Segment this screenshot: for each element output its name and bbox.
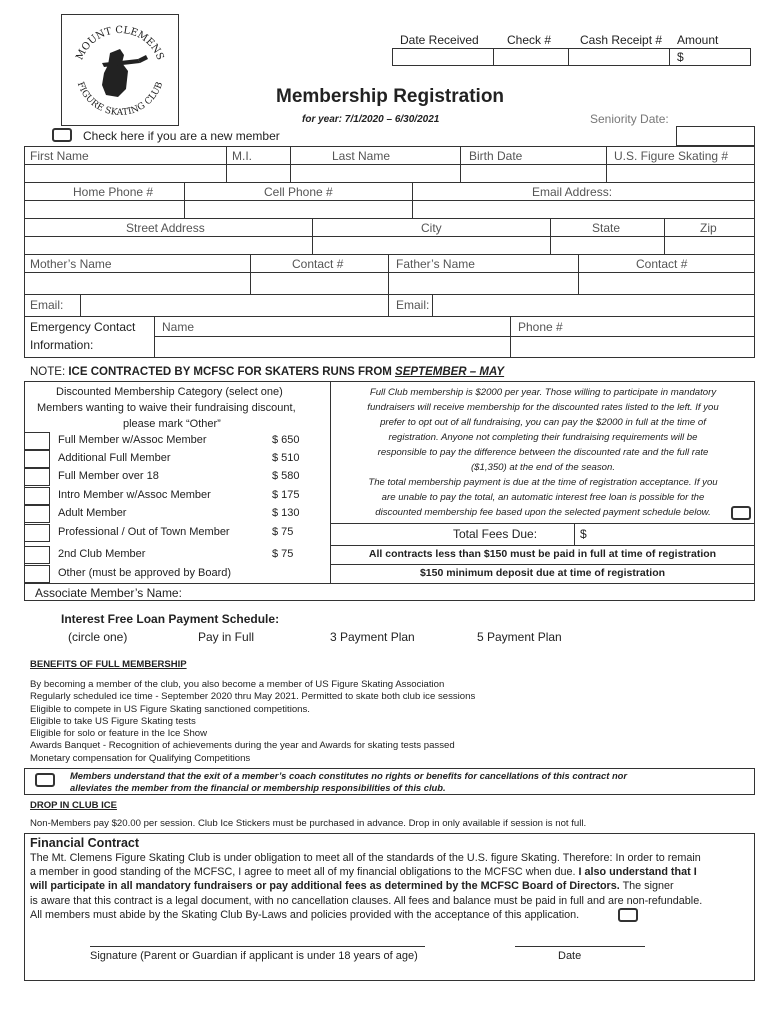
coach-line-2: alleviates the member from the financial or membership responsibilities of this club. bbox=[70, 782, 446, 793]
benefit-item: Monetary compensation for Qualifying Competitions bbox=[30, 752, 251, 764]
signature-line[interactable] bbox=[90, 946, 425, 947]
total-fees-label: Total Fees Due: bbox=[453, 527, 538, 541]
membership-option[interactable] bbox=[24, 524, 316, 542]
benefit-item: Awards Banquet - Recognition of achievements during the year and Awards for skating tests passed bbox=[30, 740, 455, 752]
option-checkbox[interactable] bbox=[24, 546, 50, 564]
date-label: Date bbox=[558, 950, 582, 962]
note-months: SEPTEMBER – MAY bbox=[395, 366, 505, 378]
mother-contact-label: Contact # bbox=[292, 257, 344, 271]
drop-in-title: DROP IN CLUB ICE bbox=[30, 800, 117, 811]
category-header-1: Discounted Membership Category (select one) bbox=[56, 386, 283, 398]
amount-field[interactable] bbox=[669, 48, 751, 66]
year-line: for year: 7/1/2020 – 6/30/2021 bbox=[302, 114, 440, 125]
zip-field[interactable] bbox=[665, 237, 754, 253]
benefits-title: BENEFITS OF FULL MEMBERSHIP bbox=[30, 659, 187, 670]
full-club-line: registration. Anyone not completing their fundraising requirements will be bbox=[388, 432, 698, 443]
option-name: Professional / Out of Town Member bbox=[58, 526, 230, 538]
cash-receipt-field[interactable] bbox=[568, 48, 670, 66]
cell-phone-label: Cell Phone # bbox=[264, 185, 333, 199]
option-price: $ 75 bbox=[272, 548, 294, 560]
fathers-name-label: Father’s Name bbox=[396, 257, 475, 271]
zip-label: Zip bbox=[700, 221, 717, 235]
mother-email-label: Email: bbox=[30, 298, 64, 312]
membership-option[interactable] bbox=[24, 546, 316, 564]
note-prefix: NOTE: bbox=[30, 366, 69, 378]
logo-text-top: MOUNT CLEMENS bbox=[74, 24, 166, 62]
deposit-notice: $150 minimum deposit due at time of registration bbox=[419, 567, 666, 579]
father-email-field[interactable] bbox=[433, 295, 754, 315]
home-phone-label: Home Phone # bbox=[73, 185, 154, 199]
city-label: City bbox=[421, 221, 442, 235]
father-contact-field[interactable] bbox=[579, 273, 754, 293]
option-price: $ 650 bbox=[272, 434, 300, 446]
first-name-field[interactable] bbox=[25, 165, 225, 181]
total-fees-dollar: $ bbox=[580, 527, 587, 541]
michigan-skate-logo bbox=[62, 15, 178, 125]
birth-date-label: Birth Date bbox=[469, 149, 523, 163]
full-club-line: fundraisers will receive membership for the discounted rates listed to the left. If you bbox=[367, 402, 719, 413]
drop-in-text: Non-Members pay $20.00 per session. Club Ice Stickers must be purchased in advance. Drop in only available if session is not full. bbox=[30, 818, 587, 829]
financial-line bbox=[30, 879, 752, 893]
fathers-name-field[interactable] bbox=[389, 273, 577, 293]
contracts-notice: All contracts less than $150 must be paid in full at time of registration bbox=[368, 548, 717, 560]
emergency-name-label: Name bbox=[162, 320, 195, 334]
mother-contact-field[interactable] bbox=[251, 273, 387, 293]
check-number-label: Check # bbox=[507, 33, 552, 47]
note-text: ICE CONTRACTED BY MCFSC FOR SKATERS RUNS FROM bbox=[68, 366, 396, 378]
option-name: Full Member over 18 bbox=[58, 470, 159, 482]
financial-text-c: will participate in all mandatory fundraisers or pay additional fees as determined by the MCFSC Board of Directors. bbox=[30, 880, 620, 893]
full-club-line: prefer to opt out of all fundraising, you can pay the $2000 in full at the time of bbox=[380, 417, 706, 428]
benefit-item: Eligible to take US Figure Skating tests bbox=[30, 715, 196, 727]
first-name-label: First Name bbox=[30, 149, 89, 163]
mother-email-field[interactable] bbox=[81, 295, 387, 315]
state-label: State bbox=[592, 221, 621, 235]
pay-in-full-option[interactable]: Pay in Full bbox=[198, 630, 255, 644]
email-address-label: Email Address: bbox=[532, 185, 613, 199]
benefit-item: Regularly scheduled ice time - September 2020 thru May 2021. Permitted to skate both club ice sessions bbox=[30, 691, 476, 703]
financial-line: The Mt. Clemens Figure Skating Club is under obligation to meet all of the standards of the U.S. figure Skating. Therefore: In order to remain bbox=[30, 852, 701, 864]
page-title: Membership Registration bbox=[276, 86, 505, 107]
ice-note bbox=[30, 366, 504, 378]
full-club-line: The total membership payment is due at the time of registration acceptance. If you bbox=[368, 477, 718, 488]
seniority-date-label: Seniority Date: bbox=[590, 112, 669, 126]
last-name-label: Last Name bbox=[332, 149, 391, 163]
option-checkbox[interactable] bbox=[24, 450, 50, 468]
date-line[interactable] bbox=[515, 946, 645, 947]
three-payment-option[interactable]: 3 Payment Plan bbox=[330, 630, 415, 644]
home-phone-field[interactable] bbox=[25, 201, 183, 217]
mothers-name-label: Mother’s Name bbox=[30, 257, 112, 271]
full-club-line: ($1,350) at the end of the season. bbox=[470, 462, 615, 473]
full-club-line: discounted membership fee based upon the selected payment schedule below. bbox=[375, 507, 711, 518]
option-price: $ 130 bbox=[272, 507, 300, 519]
loan-circle-label: (circle one) bbox=[68, 630, 128, 644]
coach-statement bbox=[70, 770, 627, 794]
birth-date-field[interactable] bbox=[461, 165, 605, 181]
option-name: 2nd Club Member bbox=[58, 548, 146, 560]
coach-line-1: Members understand that the exit of a member’s coach constitutes no rights or benefits for cancellations of this contract nor bbox=[70, 770, 628, 781]
new-member-checkbox[interactable] bbox=[52, 128, 72, 142]
amount-label: Amount bbox=[677, 33, 719, 47]
category-header-2: Members wanting to waive their fundraising discount, bbox=[37, 402, 296, 414]
date-received-label: Date Received bbox=[400, 33, 479, 47]
option-name: Adult Member bbox=[58, 507, 127, 519]
logo-text-bottom: FIGURE SKATING CLUB bbox=[74, 80, 166, 119]
benefits-list bbox=[30, 679, 475, 765]
mi-field[interactable] bbox=[227, 165, 289, 181]
five-payment-option[interactable]: 5 Payment Plan bbox=[477, 630, 562, 644]
financial-text-a: a member in good standing of the MCFSC, I agree to meet all of my financial obligations to the MCFSC when due. bbox=[30, 866, 579, 879]
option-price: $ 75 bbox=[272, 526, 294, 538]
club-logo bbox=[61, 14, 179, 126]
benefit-item: Eligible for solo or feature in the Ice Show bbox=[30, 728, 208, 740]
membership-option[interactable] bbox=[24, 450, 316, 468]
cell-phone-field[interactable] bbox=[185, 201, 411, 217]
emergency-phone-label: Phone # bbox=[518, 320, 563, 334]
financial-line: is aware that this contract is a legal document, with no cancellation clauses. All fees and balance must be paid in full and are non-refundable. bbox=[30, 894, 703, 907]
full-club-line: Full Club membership is $2000 per year. Those willing to participate in mandatory bbox=[369, 387, 717, 398]
option-checkbox[interactable] bbox=[24, 432, 50, 450]
financial-title: Financial Contract bbox=[30, 836, 140, 850]
option-checkbox[interactable] bbox=[24, 505, 50, 523]
date-received-field[interactable] bbox=[392, 48, 494, 66]
emergency-name-field[interactable] bbox=[155, 337, 509, 357]
option-checkbox[interactable] bbox=[24, 565, 50, 583]
financial-text-b: I also understand that I bbox=[578, 866, 697, 879]
full-club-line: are unable to pay the total, an automatic interest free loan is possible for the bbox=[381, 492, 705, 503]
last-name-field[interactable] bbox=[291, 165, 459, 181]
street-address-field[interactable] bbox=[25, 237, 311, 253]
option-name: Other (must be approved by Board) bbox=[58, 567, 232, 579]
membership-option[interactable] bbox=[24, 505, 316, 523]
check-number-field[interactable] bbox=[493, 48, 569, 66]
state-field[interactable] bbox=[551, 237, 663, 253]
option-name: Full Member w/Assoc Member bbox=[58, 434, 207, 446]
membership-option[interactable] bbox=[24, 432, 316, 450]
financial-ack-checkbox[interactable] bbox=[618, 908, 638, 922]
emergency-phone-field[interactable] bbox=[511, 337, 754, 357]
total-fees-field[interactable] bbox=[590, 524, 754, 544]
usfs-number-label: U.S. Figure Skating # bbox=[614, 149, 729, 163]
benefit-item: By becoming a member of the club, you also become a member of US Figure Skating Association bbox=[30, 679, 445, 690]
financial-text bbox=[30, 851, 752, 922]
option-checkbox[interactable] bbox=[24, 487, 50, 505]
option-price: $ 510 bbox=[272, 452, 300, 464]
option-name: Intro Member w/Assoc Member bbox=[58, 489, 211, 501]
emergency-contact-label: Emergency Contact bbox=[30, 320, 136, 334]
amount-dollar: $ bbox=[677, 50, 684, 64]
seniority-date-field[interactable] bbox=[676, 126, 755, 146]
cash-receipt-label: Cash Receipt # bbox=[580, 33, 663, 47]
email-address-field[interactable] bbox=[413, 201, 754, 217]
mi-label: M.I. bbox=[232, 149, 252, 163]
benefit-item: Eligible to compete in US Figure Skating sanctioned competitions. bbox=[30, 703, 310, 715]
full-club-text bbox=[334, 385, 752, 520]
option-checkbox[interactable] bbox=[24, 524, 50, 542]
mothers-name-field[interactable] bbox=[25, 273, 249, 293]
usfs-number-field[interactable] bbox=[607, 165, 754, 181]
new-member-label: Check here if you are a new member bbox=[83, 129, 280, 143]
father-contact-label: Contact # bbox=[636, 257, 688, 271]
financial-text-d: The signer bbox=[619, 880, 674, 893]
option-checkbox[interactable] bbox=[24, 468, 50, 486]
financial-line: All members must abide by the Skating Club By-Laws and policies provided with the acceptance of this application. bbox=[30, 908, 580, 921]
associate-member-label: Associate Member’s Name: bbox=[35, 586, 182, 600]
full-club-line: responsible to pay the difference between the discounted rate and the full rate bbox=[377, 447, 709, 458]
option-name: Additional Full Member bbox=[58, 452, 171, 464]
financial-line bbox=[30, 865, 752, 879]
coach-ack-checkbox[interactable] bbox=[35, 773, 55, 787]
membership-option[interactable] bbox=[24, 487, 316, 505]
acknowledge-checkbox[interactable] bbox=[731, 506, 751, 520]
loan-title: Interest Free Loan Payment Schedule: bbox=[61, 612, 280, 626]
father-email-label: Email: bbox=[396, 298, 430, 312]
signature-label: Signature (Parent or Guardian if applicant is under 18 years of age) bbox=[90, 950, 418, 962]
membership-option[interactable] bbox=[24, 565, 316, 583]
emergency-info-label: Information: bbox=[30, 338, 94, 352]
option-price: $ 580 bbox=[272, 470, 300, 482]
city-field[interactable] bbox=[313, 237, 549, 253]
street-address-label: Street Address bbox=[126, 221, 205, 235]
membership-option[interactable] bbox=[24, 468, 316, 486]
category-header-3: please mark “Other” bbox=[123, 418, 221, 430]
option-price: $ 175 bbox=[272, 489, 300, 501]
